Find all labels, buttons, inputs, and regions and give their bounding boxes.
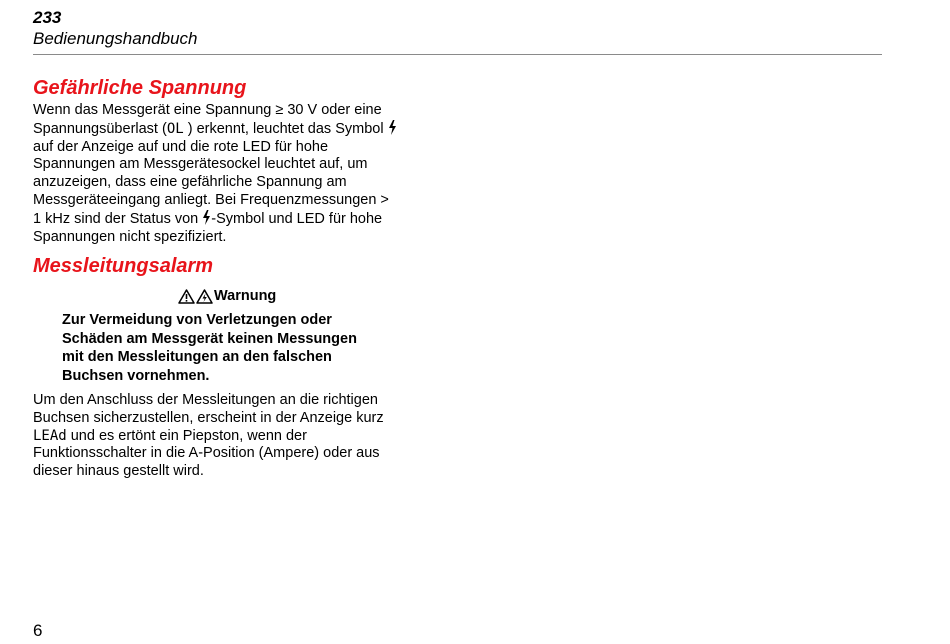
warning-label: Warnung — [214, 288, 277, 304]
text-line: anzuzeigen, dass eine gefährliche Spannung am — [33, 174, 347, 191]
text-fragment: Spannungsüberlast ( — [33, 120, 167, 137]
paragraph-test-lead-alarm — [33, 392, 423, 481]
text-line: Messgeräteeingang anliegt. Bei Frequenzmessungen > — [33, 191, 389, 208]
text-line: auf der Anzeige auf und die rote LED für hohe — [33, 138, 329, 155]
text-fragment: -Symbol und LED für hohe — [211, 210, 383, 227]
warning-text-line: Buchsen vornehmen. — [62, 367, 210, 384]
paragraph-dangerous-voltage — [33, 102, 423, 246]
text-line — [33, 428, 423, 446]
warning-text-line: Schäden am Messgerät keinen Messungen — [62, 330, 357, 347]
warning-text-line: mit den Messleitungen an den falschen — [62, 349, 332, 365]
text-line: Wenn das Messgerät eine Spannung ≥ 30 V oder eine — [33, 102, 382, 118]
lead-display-glyph: LEAd — [33, 427, 67, 444]
warning-text-line: Zur Vermeidung von Verletzungen oder — [62, 312, 332, 328]
header-model-number: 233 — [33, 8, 62, 27]
text-line: dieser hinaus gestellt wird. — [33, 463, 204, 480]
page-number: 6 — [33, 621, 43, 640]
text-line — [33, 120, 423, 139]
text-line: Buchsen sicherzustellen, erscheint in der Anzeige kurz — [33, 409, 384, 426]
high-voltage-bolt-icon — [388, 120, 397, 135]
text-fragment: 1 kHz sind der Status von — [33, 210, 203, 227]
header-divider — [33, 54, 882, 55]
warning-triangle-icon — [178, 289, 195, 304]
text-line: Spannungen nicht spezifiziert. — [33, 228, 227, 245]
text-line: Spannungen am Messgerätesockel leuchtet auf, um — [33, 156, 368, 173]
section-title-dangerous-voltage: Gefährliche Spannung — [33, 77, 247, 99]
electric-shock-warning-icon — [196, 289, 213, 304]
text-fragment: und es ertönt ein Piepston, wenn der — [66, 427, 307, 444]
section-title-test-lead-alarm: Messleitungsalarm — [33, 255, 214, 277]
text-line: Funktionsschalter in die A-Position (Ampere) oder aus — [33, 445, 380, 462]
warning-text — [62, 311, 357, 385]
overload-display-glyph: OL — [166, 120, 184, 137]
text-line — [33, 210, 423, 229]
text-line: Um den Anschluss der Messleitungen an die richtigen — [33, 392, 378, 408]
text-fragment: ) erkennt, leuchtet das Symbol — [183, 120, 384, 137]
high-voltage-bolt-icon — [202, 210, 211, 225]
warning-heading — [178, 287, 276, 305]
header-manual-title: Bedienungshandbuch — [33, 29, 198, 48]
